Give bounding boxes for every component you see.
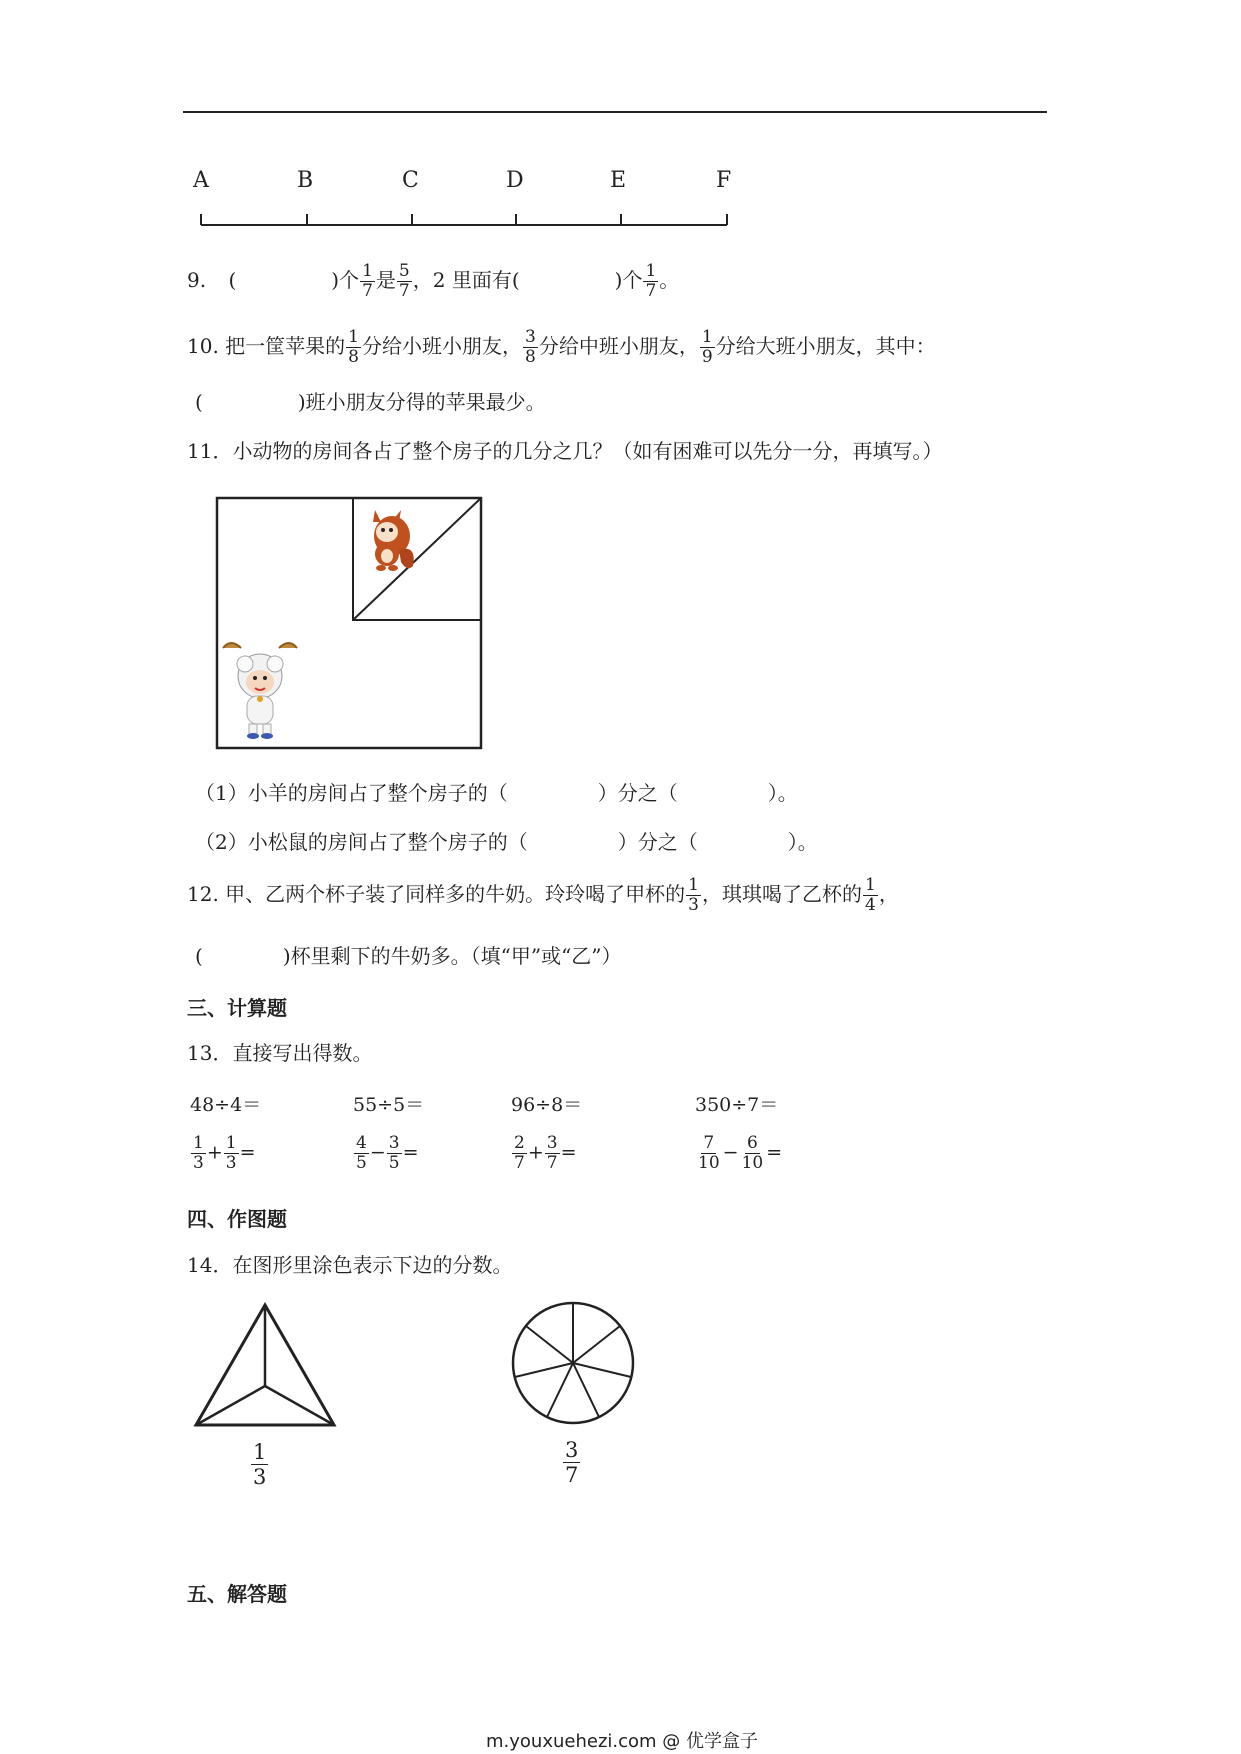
number-line-label-e: E	[610, 168, 627, 193]
fraction-denominator: 7	[514, 1153, 525, 1173]
q12-open: (	[195, 944, 203, 968]
fraction-denominator: 5	[388, 1153, 400, 1173]
question-13: 13．直接写出得数。	[187, 1041, 373, 1065]
fraction-denominator: 3	[225, 1153, 237, 1173]
calc-fraction-2	[353, 1134, 419, 1173]
fraction	[387, 1134, 402, 1173]
calc-55-div-5: 55÷5＝	[353, 1094, 425, 1116]
q10-fraction-2	[523, 328, 538, 367]
fraction-denominator: 3	[253, 1465, 267, 1489]
q9-open-2: (	[511, 268, 520, 292]
circle-shape[interactable]	[508, 1298, 638, 1428]
fraction	[512, 1134, 527, 1173]
section-3-heading: 三、计算题	[187, 996, 287, 1020]
fraction	[224, 1134, 239, 1173]
fraction-numerator: 3	[388, 1133, 400, 1153]
q9-ge-2: 个	[622, 268, 643, 292]
fraction	[545, 1134, 560, 1173]
fraction-numerator: 6	[746, 1133, 758, 1153]
q9-end: 。	[659, 268, 680, 292]
q12-number: 12.	[187, 882, 219, 906]
q10-open: (	[195, 390, 203, 414]
circle-fraction	[562, 1438, 581, 1487]
operator: −	[369, 1141, 386, 1164]
question-12	[187, 876, 899, 915]
fraction-numerator: 1	[645, 261, 657, 281]
q11-sub2-a: （2）小松鼠的房间占了整个房子的（	[195, 830, 528, 854]
q9-number: 9.	[187, 268, 207, 292]
operator: +	[527, 1141, 544, 1164]
q9-mid: ，2 里面有	[412, 268, 512, 292]
q9-shi: 是	[375, 268, 396, 292]
calc-96-div-8: 96÷8＝	[511, 1094, 583, 1116]
triangle-fraction	[250, 1440, 269, 1489]
q12-text-3: ，	[878, 882, 899, 906]
fraction	[251, 1440, 268, 1489]
fraction-denominator: 7	[398, 281, 410, 301]
q10-text-5: 班小朋友分得的苹果最少。	[305, 390, 546, 414]
fraction	[191, 1134, 206, 1173]
house-diagram	[215, 496, 485, 752]
q9-ge-1: 个	[339, 268, 360, 292]
question-11-sub-1	[195, 781, 798, 805]
fraction-denominator: 7	[362, 281, 373, 301]
q10-text-1: 把一筐苹果的	[225, 334, 346, 358]
calc-350-div-7: 350÷7＝	[695, 1094, 779, 1116]
fraction-denominator: 7	[565, 1463, 579, 1487]
fraction-numerator: 7	[703, 1133, 715, 1153]
fraction	[740, 1134, 766, 1173]
fraction-numerator: 1	[688, 875, 699, 895]
q12-text-1: 甲、乙两个杯子装了同样多的牛奶。玲玲喝了甲杯的	[225, 882, 686, 906]
fraction-numerator: 1	[193, 1133, 204, 1153]
fraction-numerator: 2	[514, 1133, 525, 1153]
q9-fraction-3	[643, 262, 658, 301]
footer-text: m.youxuehezi.com @ 优学盒子	[486, 1731, 759, 1752]
triangle-shape[interactable]	[190, 1300, 340, 1432]
fraction-denominator: 3	[193, 1153, 204, 1173]
section-4-heading: 四、作图题	[187, 1207, 287, 1231]
fraction	[563, 1438, 580, 1487]
q12-text-4: 杯里剩下的牛奶多。（填“甲”或“乙”）	[290, 944, 622, 968]
fraction-denominator: 7	[645, 281, 657, 301]
question-10-line-2	[195, 390, 546, 414]
question-12-line-2	[195, 944, 622, 968]
q10-number: 10.	[187, 334, 219, 358]
question-11: 11．小动物的房间各占了整个房子的几分之几？（如有困难可以先分一分，再填写。）	[187, 439, 943, 463]
question-10	[187, 328, 936, 367]
fraction-denominator: 3	[688, 895, 699, 915]
question-9	[187, 262, 679, 301]
q9-fraction-2	[397, 262, 412, 301]
fraction-denominator: 10	[698, 1153, 720, 1173]
number-line-label-a: A	[193, 168, 209, 193]
q10-text-3: 分给中班小朋友，	[538, 334, 699, 358]
section-5-heading: 五、解答题	[187, 1582, 287, 1606]
q10-text-2: 分给小班小朋友，	[362, 334, 522, 358]
fraction-numerator: 3	[565, 1438, 579, 1462]
question-14: 14．在图形里涂色表示下边的分数。	[187, 1253, 513, 1277]
q9-fraction-1	[360, 262, 375, 301]
fraction-numerator: 1	[348, 327, 359, 347]
q12-close: )	[282, 944, 291, 968]
question-11-sub-2	[195, 830, 818, 854]
fraction-denominator: 7	[546, 1153, 558, 1173]
q9-close-1: )	[331, 268, 340, 292]
fraction-numerator: 1	[253, 1440, 267, 1464]
equals: =	[766, 1141, 783, 1164]
q10-fraction-3	[700, 328, 715, 367]
q9-open-1: (	[228, 268, 237, 292]
fraction-numerator: 1	[362, 261, 373, 281]
fraction-numerator: 1	[865, 875, 876, 895]
fraction-denominator: 4	[865, 895, 876, 915]
q10-fraction-1	[346, 328, 361, 367]
q11-sub2-b: ）分之（	[617, 830, 698, 854]
number-line-label-d: D	[506, 168, 524, 193]
operator: −	[722, 1141, 739, 1164]
fraction-denominator: 10	[741, 1153, 764, 1173]
q11-sub1-b: ）分之（	[597, 781, 678, 805]
fraction	[696, 1134, 722, 1173]
q11-sub1-a: （1）小羊的房间占了整个房子的（	[195, 781, 508, 805]
number-line-label-f: F	[716, 168, 732, 193]
number-line	[195, 210, 735, 230]
fraction-numerator: 1	[225, 1133, 237, 1153]
q12-fraction-2	[863, 876, 878, 915]
header-rule	[183, 111, 1047, 113]
equals: =	[239, 1141, 256, 1164]
fraction	[354, 1134, 369, 1173]
calc-48-div-4: 48÷4＝	[190, 1094, 262, 1116]
equals: =	[560, 1141, 577, 1164]
fraction-denominator: 5	[356, 1153, 367, 1173]
equals: =	[402, 1141, 419, 1164]
q12-fraction-1	[686, 876, 701, 915]
calc-fraction-4	[695, 1134, 782, 1173]
fraction-numerator: 3	[525, 327, 536, 347]
number-line-label-c: C	[402, 168, 419, 193]
fraction-denominator: 8	[348, 347, 359, 367]
calc-fraction-3	[511, 1134, 577, 1173]
fraction-numerator: 1	[701, 327, 713, 347]
q9-close-2: )	[614, 268, 623, 292]
fraction-denominator: 8	[525, 347, 536, 367]
q11-sub2-c: ）。	[787, 830, 818, 854]
fraction-numerator: 4	[356, 1133, 367, 1153]
fraction-numerator: 3	[546, 1133, 558, 1153]
operator: +	[206, 1141, 223, 1164]
calc-fraction-1	[190, 1134, 256, 1173]
fraction-denominator: 9	[701, 347, 713, 367]
q11-sub1-c: ）。	[767, 781, 798, 805]
q10-close: )	[297, 390, 306, 414]
q12-text-2: ，琪琪喝了乙杯的	[702, 882, 862, 906]
fraction-numerator: 5	[398, 261, 410, 281]
q10-text-4: 分给大班小朋友，其中：	[715, 334, 936, 358]
number-line-label-b: B	[297, 168, 314, 193]
